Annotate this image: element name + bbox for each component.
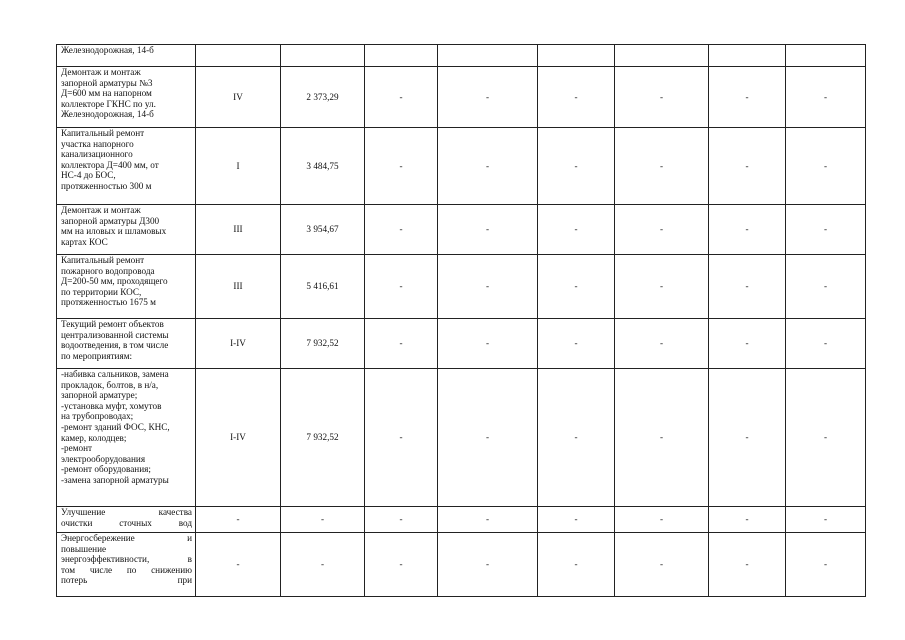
value-cell: - <box>709 533 786 597</box>
cost-cell: 5 416,61 <box>281 255 365 319</box>
table-row <box>57 533 866 597</box>
value-cell: - <box>365 507 438 533</box>
value-cell: - <box>365 255 438 319</box>
cost-cell: - <box>281 533 365 597</box>
category-cell: III <box>196 205 281 255</box>
work-description <box>57 507 196 533</box>
description-line: повышение <box>61 543 107 554</box>
cost-cell: 3 484,75 <box>281 128 365 205</box>
value-cell: - <box>438 67 538 128</box>
value-cell: - <box>615 128 709 205</box>
value-cell: - <box>365 205 438 255</box>
value-cell <box>786 45 866 67</box>
work-description <box>57 533 196 597</box>
value-cell: - <box>438 255 538 319</box>
description-line: энергоэффективности, в <box>61 554 192 565</box>
value-cell: - <box>709 205 786 255</box>
table-row <box>57 205 866 255</box>
value-cell: - <box>365 67 438 128</box>
work-description: Железнодорожная, 14-б <box>57 45 196 67</box>
works-table <box>56 44 866 597</box>
value-cell: - <box>538 533 615 597</box>
table-row <box>57 67 866 128</box>
value-cell: - <box>615 319 709 369</box>
value-cell: - <box>538 507 615 533</box>
description-line: потерь при <box>61 575 192 586</box>
value-cell: - <box>786 369 866 507</box>
value-cell: - <box>538 128 615 205</box>
table-row <box>57 507 866 533</box>
category-cell: I <box>196 128 281 205</box>
value-cell: - <box>615 533 709 597</box>
cost-cell <box>281 45 365 67</box>
value-cell: - <box>438 205 538 255</box>
value-cell: - <box>786 533 866 597</box>
value-cell: - <box>538 67 615 128</box>
value-cell: - <box>786 255 866 319</box>
work-description: -набивка сальников, замена прокладок, болтов, в н/а, запорной арматуре; -установка муфт, хомутов на трубопроводах; -ремонт зданий ФОС, КНС, камер, колодцев; -ремонт электрооборудования -ремонт оборудования; -замена запорной арматуры <box>57 369 196 507</box>
value-cell: - <box>786 205 866 255</box>
value-cell: - <box>615 67 709 128</box>
value-cell: - <box>786 128 866 205</box>
table-row <box>57 369 866 507</box>
cost-cell: 7 932,52 <box>281 319 365 369</box>
table-row <box>57 255 866 319</box>
table-row <box>57 45 866 67</box>
work-description: Капитальный ремонт участка напорного канализационного коллектора Д=400 мм, от НС-4 до БОС, протяженностью 300 м <box>57 128 196 205</box>
value-cell <box>615 45 709 67</box>
value-cell: - <box>438 507 538 533</box>
category-cell: - <box>196 507 281 533</box>
cost-cell: - <box>281 507 365 533</box>
category-cell: I-IV <box>196 369 281 507</box>
category-cell: III <box>196 255 281 319</box>
value-cell: - <box>615 369 709 507</box>
value-cell: - <box>538 369 615 507</box>
cost-cell: 2 373,29 <box>281 67 365 128</box>
description-line: Улучшение качества <box>61 507 192 517</box>
work-description: Текущий ремонт объектов централизованной системы водоотведения, в том числе по мероприятиям: <box>57 319 196 369</box>
category-cell: - <box>196 533 281 597</box>
table-body <box>57 45 866 597</box>
table-row <box>57 128 866 205</box>
value-cell: - <box>709 507 786 533</box>
value-cell: - <box>709 255 786 319</box>
work-description: Демонтаж и монтаж запорной арматуры Д300 мм на иловых и шламовых картах КОС <box>57 205 196 255</box>
value-cell <box>538 45 615 67</box>
value-cell: - <box>365 533 438 597</box>
cost-cell: 7 932,52 <box>281 369 365 507</box>
value-cell: - <box>709 369 786 507</box>
value-cell: - <box>709 128 786 205</box>
description-line: том числе по снижению <box>61 564 192 575</box>
value-cell: - <box>786 67 866 128</box>
value-cell: - <box>438 128 538 205</box>
category-cell: I-IV <box>196 319 281 369</box>
value-cell: - <box>365 128 438 205</box>
work-description: Капитальный ремонт пожарного водопровода Д=200-50 мм, проходящего по территории КОС, протяженностью 1675 м <box>57 255 196 319</box>
value-cell: - <box>438 369 538 507</box>
value-cell: - <box>786 507 866 533</box>
description-line: очистки сточных вод <box>61 517 192 528</box>
value-cell: - <box>538 319 615 369</box>
value-cell: - <box>438 533 538 597</box>
value-cell: - <box>438 319 538 369</box>
value-cell: - <box>615 507 709 533</box>
value-cell: - <box>615 255 709 319</box>
value-cell <box>365 45 438 67</box>
value-cell: - <box>365 369 438 507</box>
value-cell <box>709 45 786 67</box>
category-cell: IV <box>196 67 281 128</box>
value-cell: - <box>615 205 709 255</box>
value-cell: - <box>709 67 786 128</box>
value-cell: - <box>709 319 786 369</box>
value-cell: - <box>538 255 615 319</box>
value-cell: - <box>538 205 615 255</box>
value-cell <box>438 45 538 67</box>
table-row <box>57 319 866 369</box>
cost-cell: 3 954,67 <box>281 205 365 255</box>
description-line: Энергосбережение и <box>61 533 192 543</box>
value-cell: - <box>365 319 438 369</box>
category-cell <box>196 45 281 67</box>
value-cell: - <box>786 319 866 369</box>
work-description: Демонтаж и монтаж запорной арматуры №3 Д=600 мм на напорном коллекторе ГКНС по ул. Железнодорожная, 14-б <box>57 67 196 128</box>
